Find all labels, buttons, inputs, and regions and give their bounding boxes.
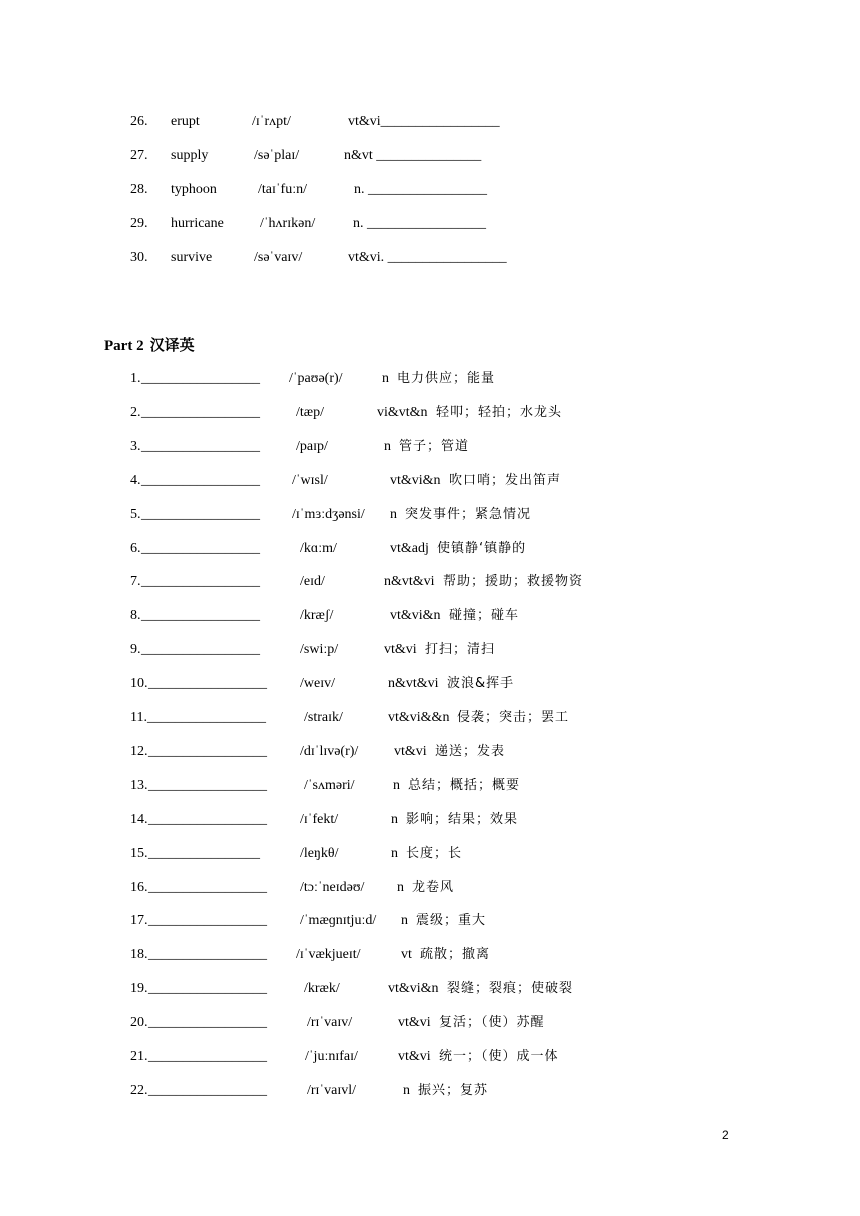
answer-blank: _________________ [148,743,267,759]
phonetic: /səˈvaɪv/ [254,250,303,265]
item-number: 4. [130,472,141,488]
part-of-speech: vt&vi [384,642,417,658]
part-of-speech: n [393,777,400,793]
answer-blank: _________________ [141,608,260,624]
section-title: Part 2 [104,338,144,354]
chinese-meaning: 轻叩；轻拍；水龙头 [436,404,563,420]
vocab-row [0,742,860,762]
pos-and-blank: vt&vi_________________ [348,114,500,129]
vocab-row [0,403,860,423]
phonetic: /ɪˈmɜːdʒənsi/ [292,506,365,522]
part-of-speech: vt&vi&n [388,981,439,997]
answer-blank: _________________ [148,811,267,827]
vocab-row [0,911,860,931]
vocab-row [0,572,860,592]
vocab-row [0,606,860,626]
item-number: 11. [130,710,147,725]
vocab-row [0,248,860,268]
chinese-meaning: 碰撞；碰车 [449,608,520,624]
part-of-speech: n&vt&vi [388,676,439,692]
item-number: 14. [130,811,148,827]
answer-blank: _________________ [148,981,267,997]
chinese-meaning: 统一；（使）成一体 [439,1049,559,1064]
chinese-meaning: 电力供应；能量 [397,371,496,386]
answer-blank: _________________ [141,574,260,590]
answer-blank: _________________ [147,710,266,725]
vocab-row [0,369,860,389]
answer-blank: _________________ [148,947,267,963]
answer-blank: _________________ [148,676,267,692]
page-number: 2 [722,1128,729,1142]
vocab-row [0,776,860,796]
phonetic: /kɑːm/ [300,540,337,556]
pos-and-blank: n. _________________ [353,216,486,231]
chinese-meaning: 使镇静‘镇静的 [437,540,527,556]
answer-blank: _________________ [148,879,267,895]
chinese-meaning: 打扫；清扫 [425,642,496,658]
english-word: erupt [171,114,200,129]
item-number: 17. [130,913,148,929]
phonetic: /eɪd/ [300,574,325,590]
item-number: 16. [130,879,148,895]
phonetic: /ˈpaʊə(r)/ [289,371,343,386]
part-of-speech: vi&vt&n [377,404,428,420]
section-heading [104,334,195,355]
vocab-row [0,1081,860,1101]
answer-blank: _________________ [148,1082,267,1098]
item-number: 29. [130,216,148,231]
vocab-row [0,1047,860,1067]
chinese-meaning: 震级；重大 [416,913,487,929]
part-of-speech: vt&vi&n [390,608,441,624]
vocab-row [0,505,860,525]
phonetic: /tɔːˈneɪdəʊ/ [300,879,365,895]
part-of-speech: n [403,1082,410,1098]
part-of-speech: vt&vi&n [390,472,441,488]
chinese-meaning: 波浪&挥手 [447,676,515,692]
answer-blank: _________________ [148,777,267,793]
vocab-row [0,146,860,166]
chinese-meaning: 影响；结果；效果 [406,811,519,827]
item-number: 30. [130,250,148,265]
item-number: 19. [130,981,148,997]
phonetic: /rɪˈvaɪvl/ [307,1082,356,1098]
chinese-meaning: 长度；长 [406,845,463,861]
vocab-row [0,979,860,999]
vocab-row [0,878,860,898]
item-number: 10. [130,676,148,692]
item-number: 8. [130,608,141,624]
answer-blank: _________________ [141,404,260,420]
answer-blank: _________________ [141,506,260,522]
item-number: 12. [130,743,148,759]
phonetic: /paɪp/ [296,438,328,454]
item-number: 20. [130,1015,148,1031]
part-of-speech: n&vt&vi [384,574,435,590]
vocab-row [0,674,860,694]
item-number: 5. [130,506,141,522]
phonetic: /ɪˈvækjueɪt/ [296,947,361,963]
answer-blank: _________________ [141,472,260,488]
item-number: 2. [130,404,141,420]
answer-blank: _________________ [141,438,260,454]
chinese-meaning: 总结；概括；概要 [408,777,521,793]
chinese-meaning: 龙卷风 [412,879,455,895]
item-number: 9. [130,642,141,658]
item-number: 18. [130,947,148,963]
part-of-speech: vt&vi [394,743,427,759]
vocab-row [0,180,860,200]
part-of-speech: n [382,371,389,386]
english-word: hurricane [171,216,224,231]
chinese-meaning: 裂缝；裂痕；使破裂 [447,981,574,997]
phonetic: /ˈmæɡnɪtjuːd/ [300,913,377,929]
pos-and-blank: n&vt _______________ [344,148,482,163]
phonetic: /ˈhʌrɪkən/ [260,216,316,231]
part-of-speech: n [391,811,398,827]
part-of-speech: n [401,913,408,929]
item-number: 22. [130,1082,148,1098]
answer-blank: _________________ [148,913,267,929]
part-of-speech: vt&vi [398,1049,431,1064]
chinese-meaning: 振兴；复苏 [418,1082,489,1098]
phonetic: /ˈsʌməri/ [304,777,355,793]
item-number: 7. [130,574,141,590]
item-number: 28. [130,182,148,197]
phonetic: /ɪˈfekt/ [300,811,339,827]
english-word: typhoon [171,182,217,197]
phonetic: /taɪˈfuːn/ [258,182,307,197]
phonetic: /leŋkθ/ [300,845,339,861]
item-number: 13. [130,777,148,793]
item-number: 1. [130,371,141,386]
part-of-speech: vt [401,947,412,963]
phonetic: /swiːp/ [300,642,339,658]
phonetic: /ɪˈrʌpt/ [252,114,291,129]
chinese-meaning: 侵袭；突击；罢工 [457,710,570,725]
vocab-row [0,437,860,457]
vocab-row [0,471,860,491]
phonetic: /ˈwɪsl/ [292,472,328,488]
vocab-row [0,810,860,830]
part-of-speech: vt&adj [390,540,429,556]
item-number: 26. [130,114,148,129]
part-of-speech: vt&vi&&n [388,710,450,725]
item-number: 6. [130,540,141,556]
vocab-row [0,214,860,234]
item-number: 3. [130,438,141,454]
vocab-row [0,640,860,660]
item-number: 15. [130,845,148,861]
part-of-speech: n [390,506,397,522]
chinese-meaning: 疏散；撤离 [420,947,491,963]
chinese-meaning: 吹口哨；发出笛声 [449,472,562,488]
chinese-meaning: 帮助；援助；救援物资 [443,574,584,590]
vocab-row [0,844,860,864]
phonetic: /weɪv/ [300,676,335,692]
answer-blank: ________________ [148,845,260,861]
vocab-row [0,945,860,965]
phonetic: /ˈjuːnɪfaɪ/ [305,1049,358,1064]
answer-blank: _________________ [141,371,260,386]
english-word: supply [171,148,209,163]
vocab-row [0,539,860,559]
phonetic: /kræʃ/ [300,608,334,624]
part-of-speech: n [397,879,404,895]
phonetic: /tæp/ [296,404,325,420]
phonetic: /səˈplaɪ/ [254,148,300,163]
english-word: survive [171,250,213,265]
pos-and-blank: n. _________________ [354,182,487,197]
answer-blank: _________________ [148,1049,267,1064]
pos-and-blank: vt&vi. _________________ [348,250,507,265]
chinese-meaning: 突发事件；紧急情况 [405,506,532,522]
part-of-speech: vt&vi [398,1015,431,1031]
chinese-meaning: 复活；（使）苏醒 [439,1015,545,1031]
phonetic: /kræk/ [304,981,340,997]
answer-blank: _________________ [148,1015,267,1031]
vocab-row [0,112,860,132]
item-number: 21. [130,1049,148,1064]
part-of-speech: n [384,438,391,454]
answer-blank: _________________ [141,642,260,658]
phonetic: /rɪˈvaɪv/ [307,1015,353,1031]
vocab-row [0,1013,860,1033]
item-number: 27. [130,148,148,163]
vocab-row [0,708,860,728]
phonetic: /dɪˈlɪvə(r)/ [300,743,359,759]
answer-blank: _________________ [141,540,260,556]
section-title-cn: 汉译英 [149,336,195,354]
chinese-meaning: 管子；管道 [399,438,470,454]
part-of-speech: n [391,845,398,861]
phonetic: /straɪk/ [304,710,343,725]
chinese-meaning: 递送；发表 [435,743,506,759]
